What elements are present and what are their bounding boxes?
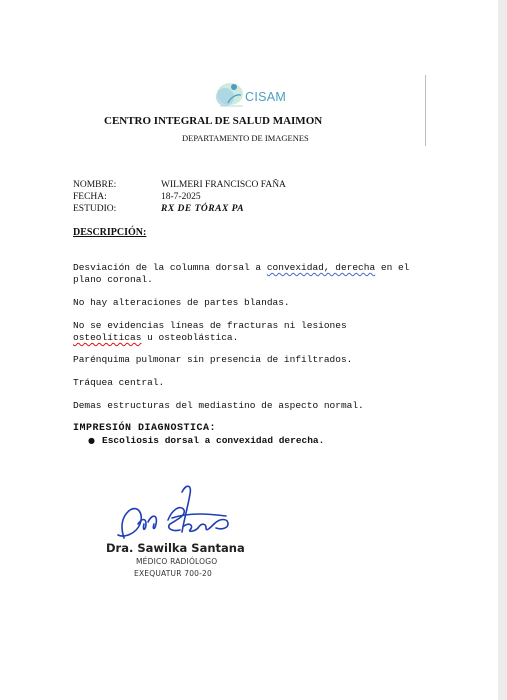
cisam-emblem-icon <box>210 80 246 110</box>
finding-trachea: Tráquea central. <box>73 377 165 388</box>
header-divider <box>425 75 426 146</box>
finding-fractures-text-a: No se evidencias líneas de fracturas ni lesiones <box>73 320 347 331</box>
description-heading: DESCRIPCIÓN: <box>73 227 147 238</box>
date-label: FECHA: <box>73 192 107 202</box>
handwritten-signature <box>110 480 240 542</box>
department-name: DEPARTAMENTO DE IMAGENES <box>182 133 309 143</box>
window-edge <box>498 0 507 700</box>
finding-spine-flagged: convexidad, derecha <box>266 262 376 273</box>
cisam-logo <box>210 80 290 110</box>
center-name: CENTRO INTEGRAL DE SALUD MAIMON <box>104 115 323 127</box>
impression-heading: IMPRESIÓN DIAGNOSTICA: <box>73 423 217 434</box>
doctor-exequatur: EXEQUATUR 700-20 <box>134 569 212 578</box>
finding-fractures <box>73 320 413 344</box>
patient-name: WILMERI FRANCISCO FAÑA <box>161 180 286 190</box>
finding-mediastinum: Demas estructuras del mediastino de aspecto normal. <box>73 400 364 411</box>
finding-spine-text-c: en el plano coronal. <box>73 262 410 285</box>
name-label: NOMBRE: <box>73 180 117 190</box>
finding-soft-tissue: No hay alteraciones de partes blandas. <box>73 297 290 308</box>
finding-fractures-text-c: u osteoblástica. <box>141 332 239 343</box>
doctor-name: Dra. Sawilka Santana <box>106 541 245 555</box>
impression-item: Escoliosis dorsal a convexidad derecha. <box>102 435 325 446</box>
finding-fractures-flagged: osteolíticas <box>73 332 142 343</box>
study-name: RX DE TÓRAX PA <box>161 204 245 214</box>
finding-spine-text-a: Desviación de la columna dorsal a <box>73 262 267 273</box>
bullet-icon: ● <box>88 436 95 445</box>
exam-date: 18-7-2025 <box>161 192 201 202</box>
logo-text: CISAM <box>245 90 287 104</box>
doctor-title: MÉDICO RADIÓLOGO <box>136 557 218 566</box>
finding-spine <box>73 262 413 286</box>
finding-lungs: Parénquima pulmonar sin presencia de infiltrados. <box>73 354 353 365</box>
study-label: ESTUDIO: <box>73 204 117 214</box>
